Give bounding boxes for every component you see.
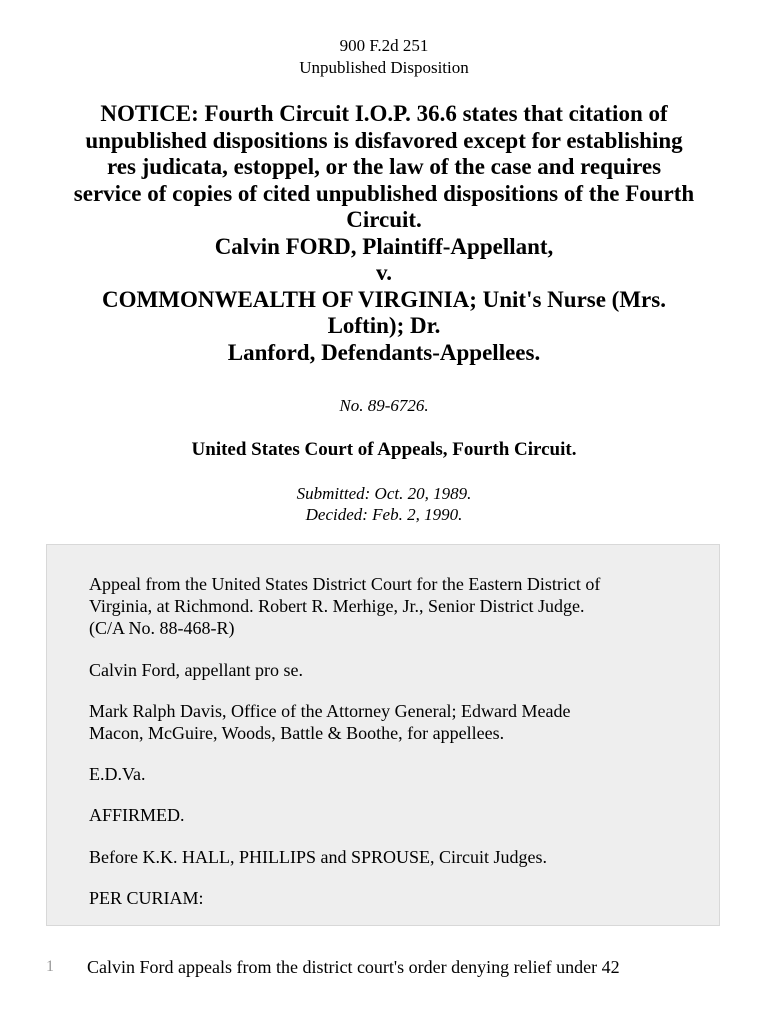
notice-line: unpublished dispositions is disfavored except for establishing (85, 127, 683, 153)
appellant-counsel: Calvin Ford, appellant pro se. (89, 660, 303, 680)
appellee-counsel: Mark Ralph Davis, Office of the Attorney General; Edward Meade Macon, McGuire, Woods, Battle & Boothe, for appellees. (89, 701, 571, 743)
disposition: AFFIRMED. (89, 805, 185, 825)
notice-line: service of copies of cited unpublished dispositions of the Fourth (73, 180, 695, 206)
notice-line: Circuit. (346, 207, 422, 232)
notice-line: res judicata, estoppel, or the law of the case and requires (106, 154, 662, 179)
reporter-citation: 900 F.2d 251 (339, 36, 429, 55)
panel: Before K.K. HALL, PHILLIPS and SPROUSE, Circuit Judges. (89, 847, 547, 867)
defendants-line: COMMONWEALTH OF VIRGINIA; Unit's Nurse (Mrs. (102, 286, 666, 312)
versus-line: v. (376, 260, 392, 285)
paragraph-text: Calvin Ford appeals from the district court's order denying relief under 42 (87, 957, 620, 977)
case-caption (40, 101, 728, 366)
plaintiff-line: Calvin FORD, Plaintiff-Appellant, (214, 233, 554, 259)
notice-line: NOTICE: Fourth Circuit I.O.P. 36.6 states that citation of (100, 101, 668, 126)
appeal-statement: Appeal from the United States District Court for the Eastern District of Virginia, at Richmond. Robert R. Merhige, Jr., Senior District Judge. (C/A No. 88-468-R) (89, 574, 601, 638)
citation-header (0, 35, 768, 79)
publication-status: Unpublished Disposition (299, 58, 469, 77)
per-curiam: PER CURIAM: (89, 888, 204, 908)
case-dates (0, 483, 768, 525)
paragraph-number: 1 (46, 958, 54, 975)
submitted-date: Submitted: Oct. 20, 1989. (296, 484, 472, 503)
defendants-line: Loftin); Dr. (327, 313, 441, 338)
docket-number: No. 89-6726. (339, 396, 429, 415)
district-abbrev: E.D.Va. (89, 764, 146, 784)
defendants-line: Lanford, Defendants-Appellees. (227, 339, 541, 365)
court-name: United States Court of Appeals, Fourth Circuit. (191, 439, 577, 460)
headnote-box (46, 544, 720, 926)
decided-date: Decided: Feb. 2, 1990. (305, 505, 463, 524)
